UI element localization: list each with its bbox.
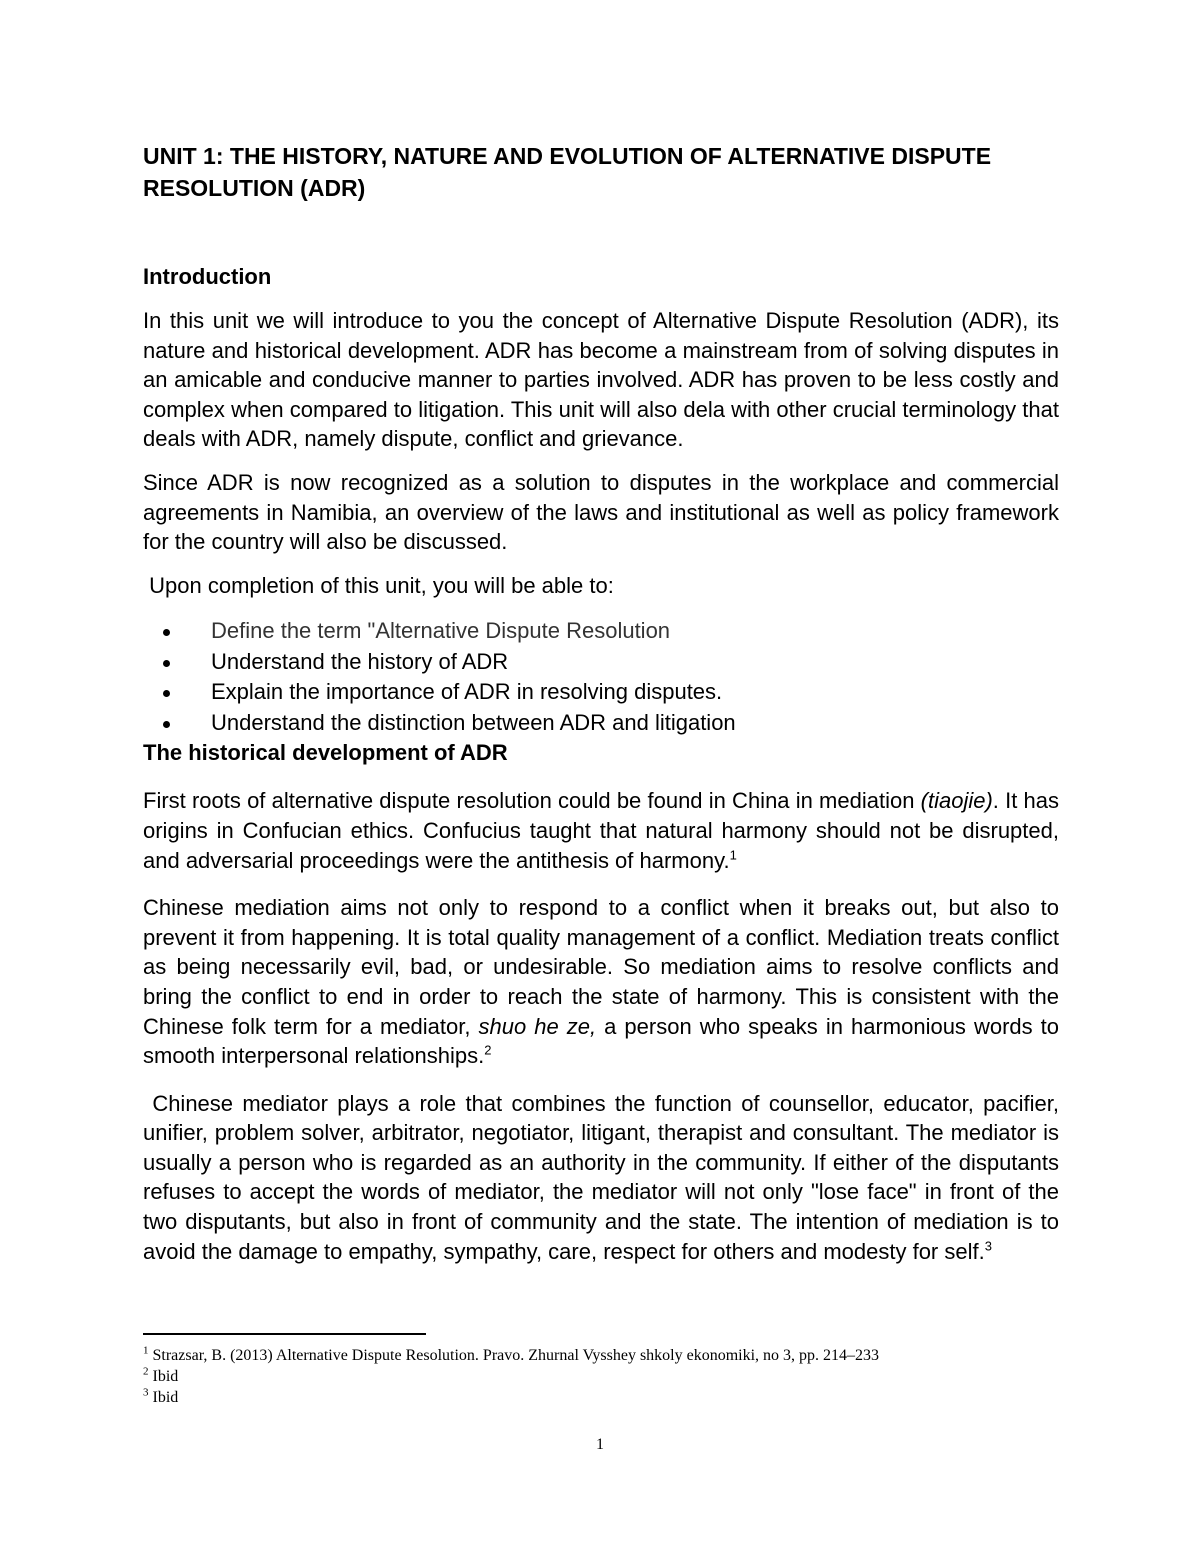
main-content xyxy=(143,140,1066,1266)
history-paragraph-3 xyxy=(143,1089,1066,1267)
bullet-icon xyxy=(163,690,170,697)
footnote-ref-3[interactable]: 3 xyxy=(984,1238,992,1254)
footnote-text: Strazsar, B. (2013) Alternative Dispute Resolution. Pravo. Zhurnal Vysshey shkoly ekonomiki, no 3, pp. 214–233 xyxy=(148,1347,880,1364)
history-p2-text-a: Chinese mediation aims not only to respond to a conflict when it breaks out, but also to prevent it from happening. It is total quality management of a conflict. Mediation treats conflict as being necessarily evil, bad, or undesirable. So mediation aims to resolve conflicts and bring the conflict to end in order to reach the state of harmony. This is consistent with the Chinese folk term for a mediator, xyxy=(143,895,1059,1039)
footnote-text: Ibid xyxy=(148,1368,179,1385)
footnote-separator xyxy=(143,1333,426,1335)
history-p1-text-a: First roots of alternative dispute resolution could be found in China in mediation xyxy=(143,788,921,814)
list-item-text: Explain the importance of ADR in resolving disputes. xyxy=(211,679,723,705)
history-heading: The historical development of ADR xyxy=(143,740,508,766)
history-p1-text-b: . It has origins in Confucian ethics. Confucius taught that natural harmony should not be disrupted, and adversarial proceedings were the antithesis of harmony. xyxy=(143,788,1059,873)
history-p3-text: Chinese mediator plays a role that combines the function of counsellor, educator, pacifier, unifier, problem solver, arbitrator, negotiator, litigant, therapist and consultant. The mediator is usually a person who is regarded as an authority in the community. If either of the disputants refuses to accept the words of mediator, the mediator will not only "lose face" in front of the two disputants, but also in front of community and the state. The intention of mediation is to avoid the damage to empathy, sympathy, care, respect for others and modesty for self. xyxy=(143,1090,1066,1264)
list-item xyxy=(143,708,1059,739)
footnote-1 xyxy=(143,1345,1063,1366)
list-item-text: Understand the history of ADR xyxy=(211,648,509,674)
footnote-text: Ibid xyxy=(148,1389,179,1406)
list-item-text: Define the term "Alternative Dispute Resolution xyxy=(211,618,671,644)
footnote-2 xyxy=(143,1366,1063,1387)
learning-outcomes-list xyxy=(143,616,1059,738)
footnote-number: 3 xyxy=(143,1386,149,1399)
bullet-icon xyxy=(163,629,170,636)
footnote-3 xyxy=(143,1387,1063,1408)
bullet-icon xyxy=(163,660,170,667)
history-paragraph-1 xyxy=(143,786,1059,875)
introduction-heading: Introduction xyxy=(143,264,272,289)
footnotes xyxy=(143,1345,1063,1408)
unit-title: UNIT 1: THE HISTORY, NATURE AND EVOLUTION OF ALTERNATIVE DISPUTE RESOLUTION (ADR) xyxy=(143,143,992,201)
bullet-icon xyxy=(163,721,170,728)
history-p2-term: shuo he ze, xyxy=(478,1013,597,1039)
footnote-number: 1 xyxy=(143,1344,149,1357)
intro-paragraph-1: In this unit we will introduce to you the concept of Alternative Dispute Resolution (ADR), its nature and historical development. ADR has become a mainstream from of solving disputes in an amicable and conducive manner to parties involved. ADR has proven to be less costly and complex when compared to litigation. This unit will also dela with other crucial terminology that deals with ADR, namely dispute, conflict and grievance. xyxy=(143,308,1059,452)
history-p2-text-b: a person who speaks in harmonious words to smooth interpersonal relationships. xyxy=(143,1013,1060,1069)
list-item xyxy=(143,616,1059,647)
footnote-ref-2[interactable]: 2 xyxy=(484,1042,492,1058)
intro-paragraph-2: Since ADR is now recognized as a solution to disputes in the workplace and commercial agreements in Namibia, an overview of the laws and institutional as well as policy framework for the country will also be discussed. xyxy=(143,469,1059,555)
outcomes-lead-in: Upon completion of this unit, you will be able to: xyxy=(143,572,614,598)
page-number: 1 xyxy=(596,1436,604,1453)
history-p1-term: (tiaojie) xyxy=(920,788,993,814)
history-paragraph-2 xyxy=(143,893,1059,1071)
list-item-text: Understand the distinction between ADR and litigation xyxy=(211,709,736,735)
footnote-ref-1[interactable]: 1 xyxy=(729,847,737,863)
footnote-number: 2 xyxy=(143,1365,149,1378)
list-item xyxy=(143,677,1059,708)
list-item xyxy=(143,647,1059,678)
